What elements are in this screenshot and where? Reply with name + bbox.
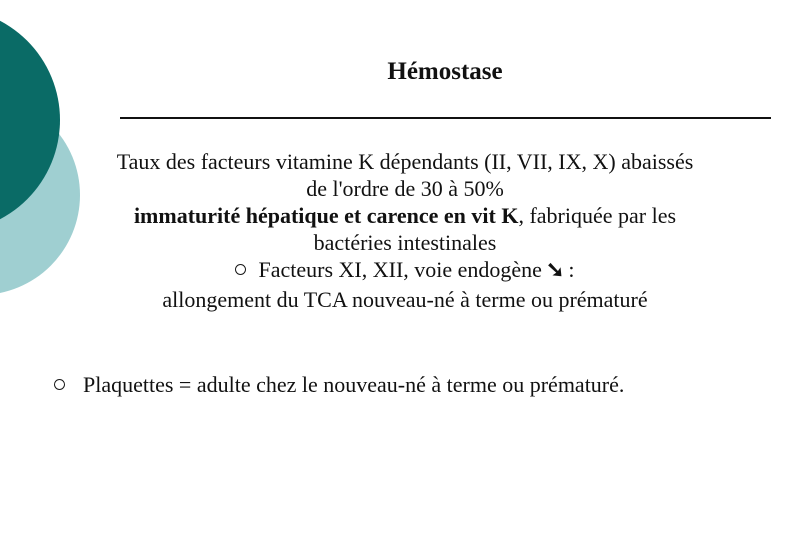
text-line-immaturity xyxy=(30,201,780,231)
title-underline xyxy=(120,117,771,119)
text-colon: : xyxy=(568,257,575,282)
hollow-bullet-icon xyxy=(54,379,65,390)
text-fabriquee: , fabriquée par les xyxy=(518,203,677,228)
arrow-down-right-icon: ➘ xyxy=(545,257,565,282)
bullet-platelets xyxy=(54,370,794,400)
text-line-bacteria: bactéries intestinales xyxy=(313,230,497,255)
main-text-block xyxy=(30,147,780,315)
bullet-platelets-text: Plaquettes = adulte chez le nouveau-né à terme ou prématuré. xyxy=(83,372,625,397)
text-line-tca: allongement du TCA nouveau-né à terme ou prématuré xyxy=(162,287,648,312)
bold-immaturity: immaturité hépatique et carence en vit K xyxy=(133,203,519,228)
text-line-percentage: de l'ordre de 30 à 50% xyxy=(306,176,504,201)
slide-title: Hémostase xyxy=(387,58,503,85)
text-line-vitamin-k: Taux des facteurs vitamine K dépendants (II, VII, IX, X) abaissés xyxy=(116,149,694,174)
text-line-factors xyxy=(30,255,780,285)
hollow-bullet-icon xyxy=(235,264,246,275)
text-factors: Facteurs XI, XII, voie endogène xyxy=(258,257,542,282)
